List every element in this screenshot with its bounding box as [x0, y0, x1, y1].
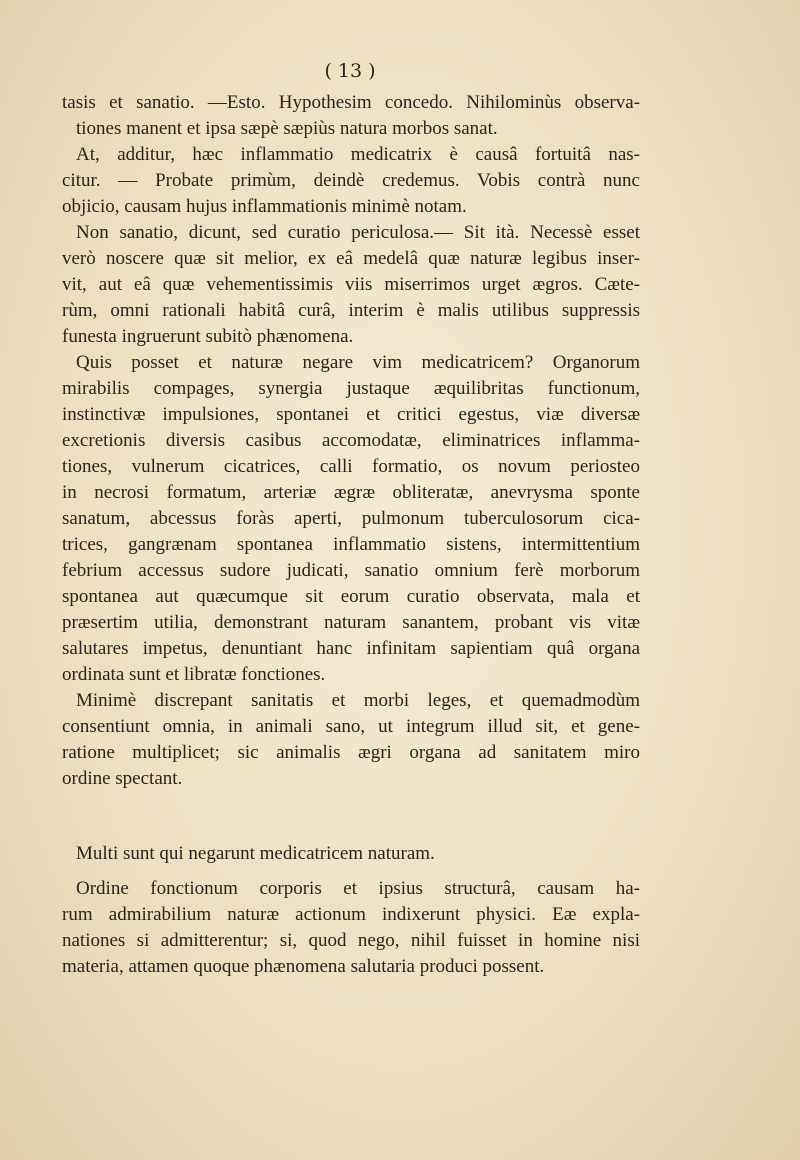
text-line: Non sanatio, dicunt, sed curatio periculosa.— Sit ità. Necessè esset — [76, 222, 640, 243]
text-line: consentiunt omnia, in animali sano, ut integrum illud sit, et gene- — [62, 716, 640, 737]
text-line: in necrosi formatum, arteriæ ægræ obliteratæ, anevrysma sponte — [62, 482, 640, 503]
text-line: rùm, omni rationali habitâ curâ, interim è malis utilibus suppressis — [62, 300, 640, 321]
body-text — [62, 90, 640, 792]
text-line: citur. — Probate primùm, deindè credemus. Vobis contrà nunc — [62, 170, 640, 191]
text-line: objicio, causam hujus inflammationis minimè notam. — [62, 196, 467, 217]
text-line: ordine spectant. — [62, 768, 183, 789]
text-line: Ordine fonctionum corporis et ipsius structurâ, causam ha- — [76, 878, 640, 899]
text-line: ordinata sunt et libratæ fonctiones. — [62, 664, 326, 685]
text-line: sanatum, abcessus foràs aperti, pulmonum tuberculosorum cica- — [62, 508, 640, 529]
text-line: ratione multiplicet; sic animalis ægri organa ad sanitatem miro — [62, 742, 640, 763]
text-line: materia, attamen quoque phænomena salutaria produci possent. — [62, 956, 545, 977]
text-line: tasis et sanatio. —Esto. Hypothesim concedo. Nihilominùs observa- — [62, 92, 640, 113]
text-line: mirabilis compages, synergia justaque æquilibritas functionum, — [62, 378, 640, 399]
text-line: tiones, vulnerum cicatrices, calli formatio, os novum periosteo — [62, 456, 640, 477]
text-line: Minimè discrepant sanitatis et morbi leges, et quemadmodùm — [76, 690, 640, 711]
text-line: funesta ingruerunt subitò phænomena. — [62, 326, 354, 347]
section-heading: Multi sunt qui negarunt medicatricem naturam. — [76, 843, 435, 864]
page-number: ( 13 ) — [324, 60, 376, 82]
text-line: spontanea aut quæcumque sit eorum curatio observata, mala et — [62, 586, 640, 607]
text-line: salutares impetus, denuntiant hanc infinitam sapientiam quâ organa — [62, 638, 640, 659]
text-line: At, additur, hæc inflammatio medicatrix è causâ fortuitâ nas- — [76, 144, 640, 165]
text-line: vit, aut eâ quæ vehementissimis viis miserrimos urget ægros. Cæte- — [62, 274, 640, 295]
text-line: excretionis diversis casibus accomodatæ, eliminatrices inflamma- — [62, 430, 640, 451]
text-line: tiones manent et ipsa sæpè sæpiùs natura morbos sanat. — [76, 118, 498, 139]
text-line: Quis posset et naturæ negare vim medicatricem? Organorum — [76, 352, 640, 373]
text-line: rum admirabilium naturæ actionum indixerunt physici. Eæ expla- — [62, 904, 640, 925]
text-line: trices, gangrænam spontanea inflammatio sistens, intermittentium — [62, 534, 640, 555]
text-line: verò noscere quæ sit melior, ex eâ medelâ quæ naturæ legibus inser- — [62, 248, 640, 269]
text-line: præsertim utilia, demonstrant naturam sanantem, probant vis vitæ — [62, 612, 640, 633]
text-line: febrium accessus sudore judicati, sanatio omnium ferè morborum — [62, 560, 640, 581]
text-line: instinctivæ impulsiones, spontanei et critici egestus, viæ diversæ — [62, 404, 640, 425]
text-line: nationes si admitterentur; si, quod nego, nihil fuisset in homine nisi — [62, 930, 640, 951]
final-paragraph — [62, 876, 640, 980]
